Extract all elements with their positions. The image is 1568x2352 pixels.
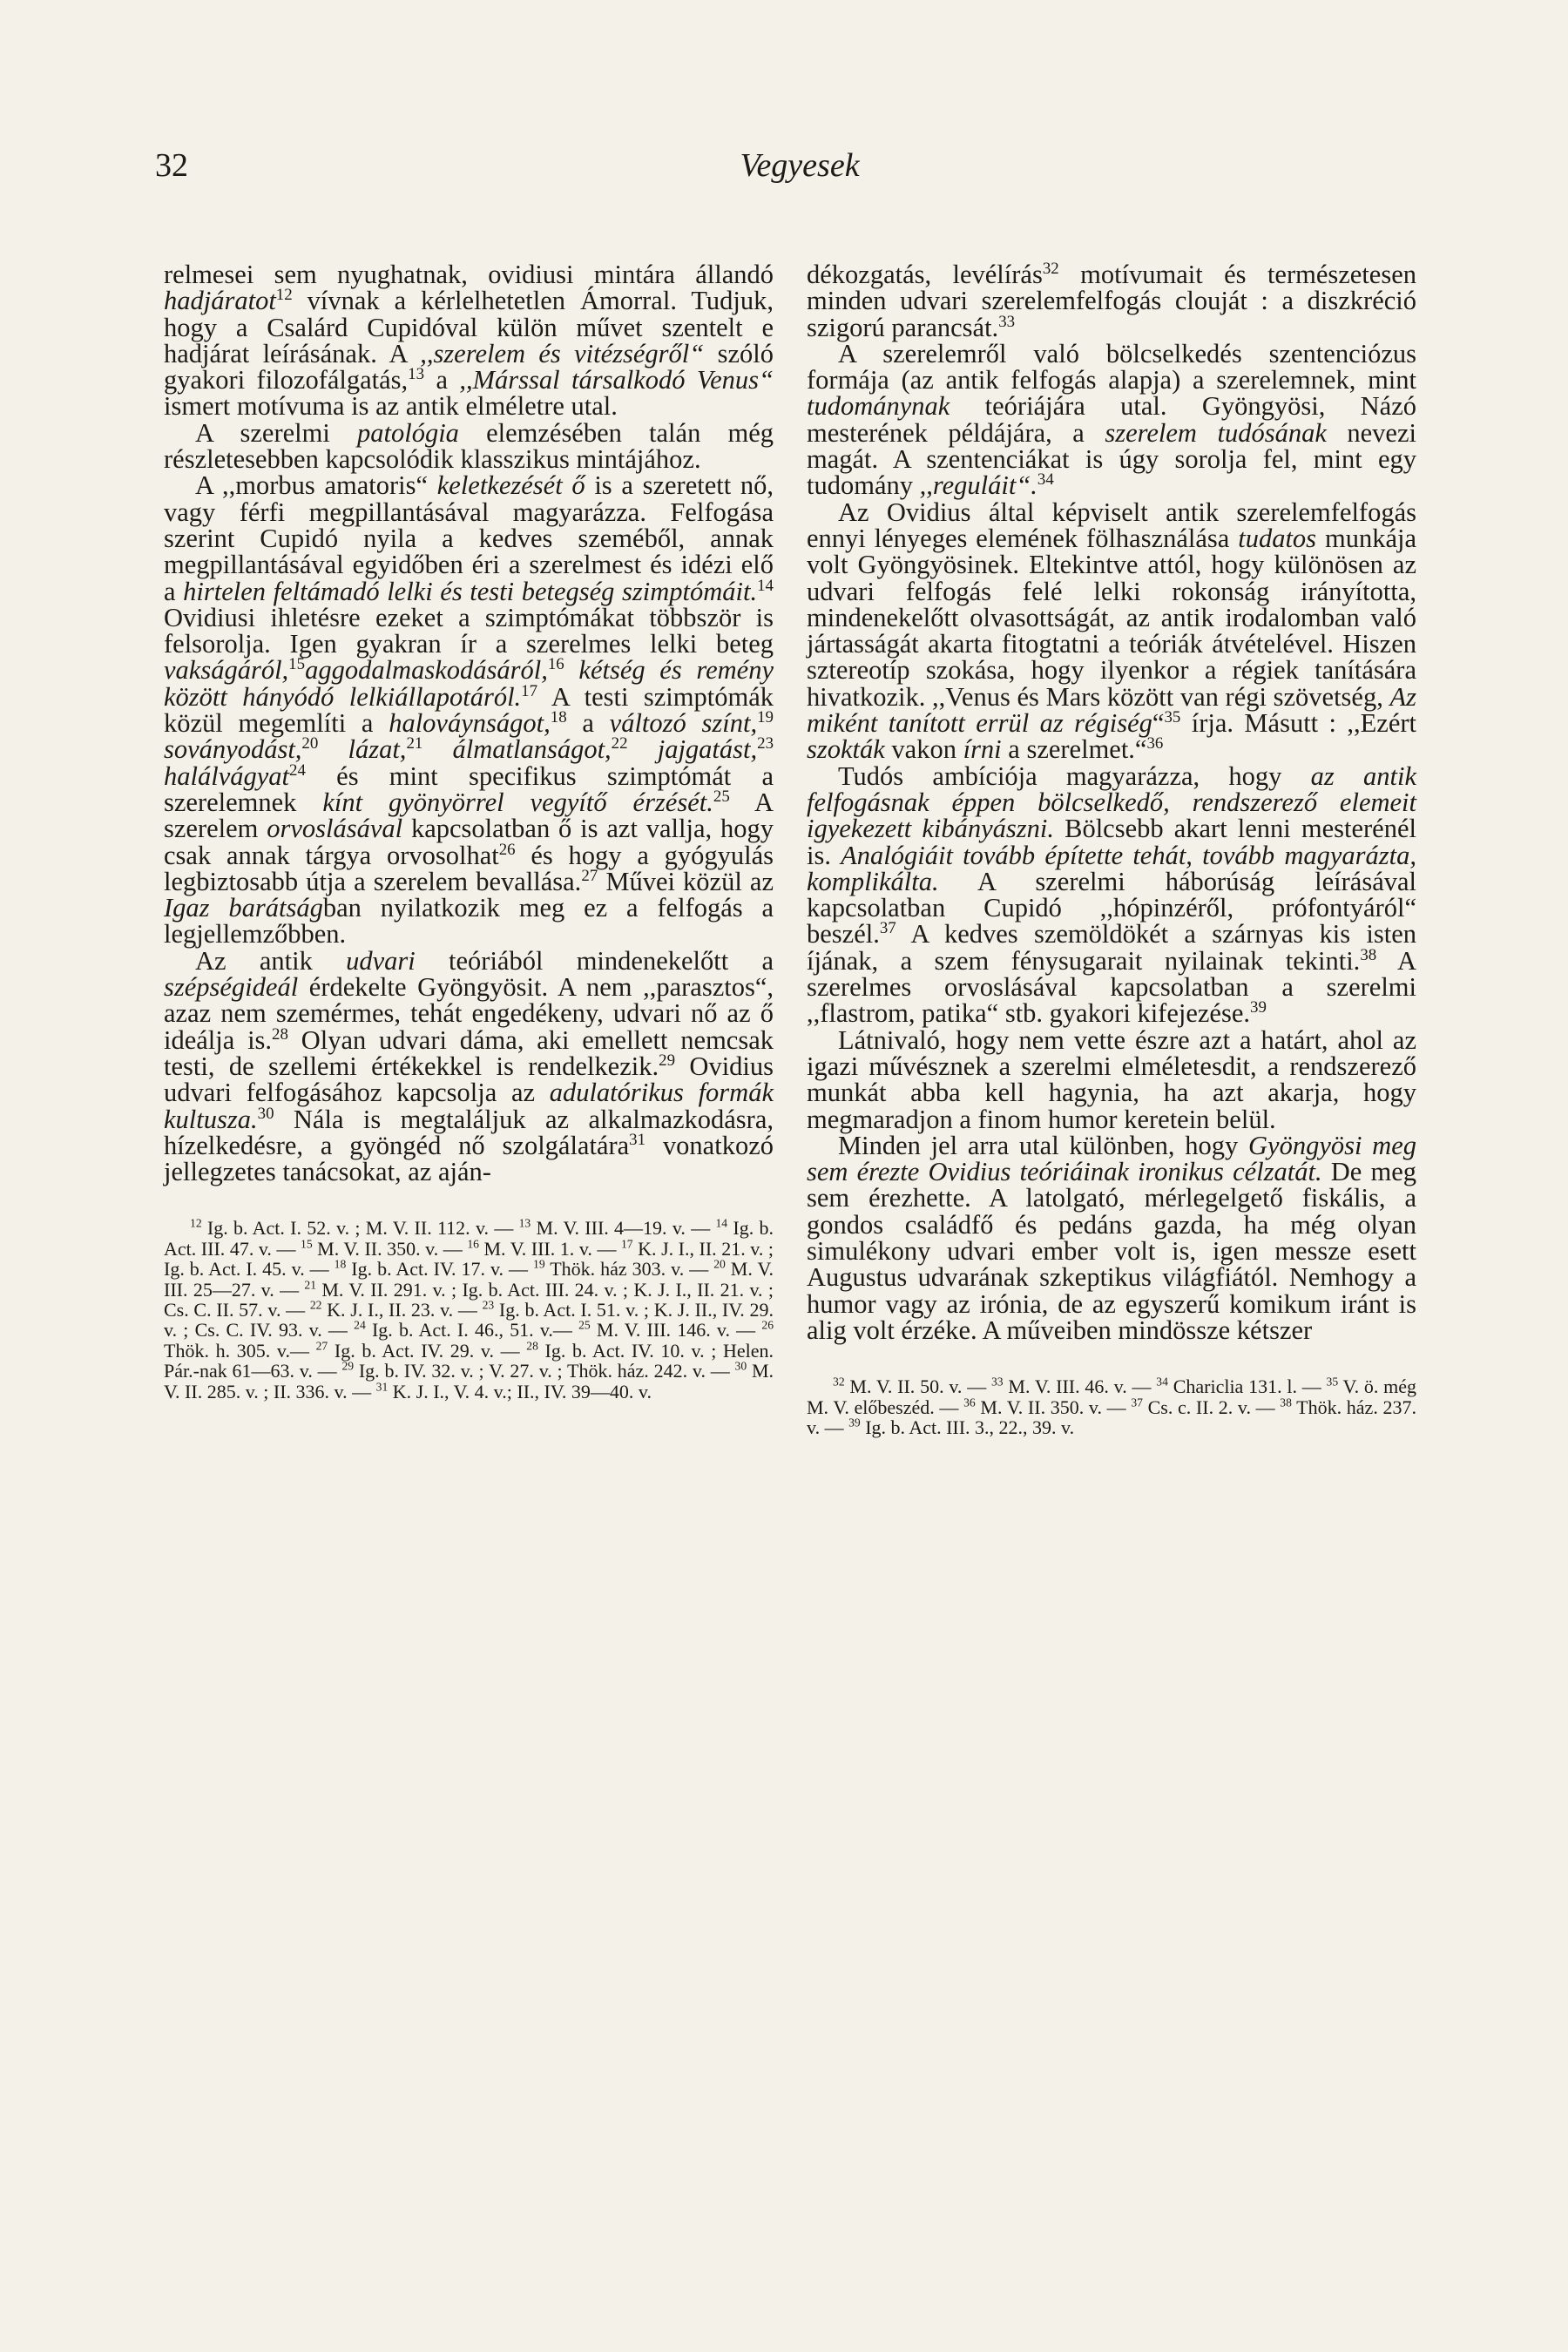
paragraph: Minden jel arra utal különben, hogy Gyöngyösi meg sem érezte Ovidius teóriáinak ironikus célzatát. De meg sem érezhette. A latolgató, mérlegelgető fiskális, a gondos családfő és pedáns gazda, ha még olyan simulékony udvari ember volt is, igen messze esett Augustus udvarának szkeptikus világfiától. Nemhogy a humor vagy az irónia, de az egyszerű komikum iránt is alig volt érzéke. A műveiben mindössze kétszer <box>807 1130 1416 1345</box>
paragraph: Tudós ambíciója magyarázza, hogy az antik felfogásnak éppen bölcselkedő, rendszerező elemeit igyekezett kibányászni. Bölcsebb akart lenni mesterénél is. Analógiáit tovább építette tehát, tovább magyarázta, komplikálta. A szerelmi háborúság leírásával kapcsolatban Cupidó ,,hópinzéről, prófontyáról“ beszél.$^{37}$ A kedves szemöldökét a szárnyas kis isten íjának, a szem fénysugarait nyilainak tekinti.$^{38}$ A szerelmes orvoslásával kapcsolatban a szerelmi ,,flastrom, patika“ stb. gyakori kifejezése.$^{39}$ <box>807 760 1416 1029</box>
running-title: Vegyesek <box>740 147 860 184</box>
footnote-block: $^{32}$ M. V. II. 50. v. — $^{33}$ M. V. III. 46. v. — $^{34}$ Chariclia 131. l. — $^{35}$ V. ö. még M. V. előbeszéd. — $^{36}$ M. V. II. 350. v. — $^{37}$ Cs. c. II. 2. v. — $^{38}$ Thök. ház. 237. v. — $^{39}$ Ig. b. Act. III. 3., 22., 39. v. <box>807 1375 1417 1438</box>
paragraph: Látnivaló, hogy nem vette észre azt a határt, ahol az igazi művésznek a szerelmi elméletesdit, a rendszerező munkát abba kell hagynia, ha azt akarja, hogy megmaradjon a finom humor keretein belül. <box>807 1024 1416 1134</box>
left-column <box>164 261 774 1402</box>
paragraph: relmesei sem nyughatnak, ovidiusi mintára állandó hadjáratot$^{12}$ vívnak a kérlelhetetlen Ámorral. Tudjuk, hogy a Csalárd Cupidóval külön művet szentelt e hadjárat leírásának. A ,,szerelem és vitézségről“ szóló gyakori filozofálgatás,$^{13}$ a ,,Márssal társalkodó Venus“ ismert motívuma is az antik elméletre utal. <box>164 260 774 422</box>
right-footnotes <box>807 1376 1416 1437</box>
paragraph: A szerelemről való bölcselkedés szentenciózus formája (az antik felfogás alapja) a szerelemnek, mint tudománynak teóriájára utal. Gyöngyösi, Názó mesterének példájára, a szerelem tudósának nevezi magát. A szentenciákat is úgy sorolja fel, mint egy tudomány ,,reguláit“.$^{34}$ <box>807 338 1416 501</box>
left-footnotes <box>164 1218 774 1402</box>
footnote-block: $^{12}$ Ig. b. Act. I. 52. v. ; M. V. II. 112. v. — $^{13}$ M. V. III. 4—19. v. — $^{14}$ Ig. b. Act. III. 47. v. — $^{15}$ M. V. II. 350. v. — $^{16}$ M. V. III. 1. v. — $^{17}$ K. J. I., II. 21. v. ; Ig. b. Act. I. 45. v. — $^{18}$ Ig. b. Act. IV. 17. v. — $^{19}$ Thök. ház 303. v. — $^{20}$ M. V. III. 25—27. v. — $^{21}$ M. V. II. 291. v. ; Ig. b. Act. III. 24. v. ; K. J. I., II. 21. v. ; Cs. C. II. 57. v. — $^{22}$ K. J. I., II. 23. v. — $^{23}$ Ig. b. Act. I. 51. v. ; K. J. II., IV. 29. v. ; Cs. C. IV. 93. v. — $^{24}$ Ig. b. Act. I. 46., 51. v.— $^{25}$ M. V. III. 146. v. — $^{26}$ Thök. h. 305. v.— $^{27}$ Ig. b. Act. IV. 29. v. — $^{28}$ Ig. b. Act. IV. 10. v. ; Helen. Pár.-nak 61—63. v. — $^{29}$ Ig. b. IV. 32. v. ; V. 27. v. ; Thök. ház. 242. v. — $^{30}$ M. V. II. 285. v. ; II. 336. v. — $^{31}$ K. J. I., V. 4. v.; II., IV. 39—40. v. <box>164 1217 774 1402</box>
right-column-body <box>807 261 1416 1343</box>
paragraph: A szerelmi patológia elemzésében talán még részletesebben kapcsolódik klasszikus mintájához. <box>164 417 774 475</box>
page-header <box>155 146 1444 190</box>
paragraph: dékozgatás, levélírás$^{32}$ motívumait és természetesen minden udvari szerelemfelfogás clouját : a diszkréció szigorú parancsát.$^{33}$ <box>807 259 1416 342</box>
paragraph: Az Ovidius által képviselt antik szerelemfelfogás ennyi lényeges elemének fölhasználása tudatos munkája volt Gyöngyösinek. Eltekintve attól, hogy különösen az udvari felfogás felé lelki rokonság irányította, mindenekelőtt olvasottságát, az antik irodalomban való jártasságát akarta fitogtatni a teóriák átvételével. Hiszen sztereotíp szokása, hogy ilyenkor a régiek tanítására hivatkozik. ,,Venus és Mars között van régi szövetség, Az miként tanított errül az régiség“$^{35}$ írja. Másutt : ,,Ezért szokták vakon írni a szerelmet.“$^{36}$ <box>807 497 1416 765</box>
page-number: 32 <box>155 147 188 184</box>
paragraph: A ,,morbus amatoris“ keletkezését ő is a szeretett nő, vagy férfi megpillantásával magyarázza. Felfogása szerint Cupidó nyila a kedves szeméből, annak megpillantásával egyidőben éri a szerelmest és idézi elő a hirtelen feltámadó lelki és testi betegség szimptómáit.$^{14}$ Ovidiusi ihletésre ezeket a szimptómákat többször is felsorolja. Igen gyakran ír a szerelmes lelki beteg vakságáról,$^{15}$aggodalmaskodásáról,$^{16}$ kétség és remény között hányódó lelkiállapotáról.$^{17}$ A testi szimptómák közül megemlíti a halováynságot,$^{18}$ a változó színt,$^{19}$ sovánуodást,$^{20}$ lázat,$^{21}$ álmatlanságot,$^{22}$ jajgatást,$^{23}$ halálvágyat$^{24}$ és mint specifikus szimptómát a szerelemnek kínt gyönyörrel vegyítő érzését.$^{25}$ A szerelem orvoslásával kapcsolatban ő is azt vallja, hogy csak annak tárgya orvosolhat$^{26}$ és hogy a gyógyulás legbiztosabb útja a szerelem bevallása.$^{27}$ Művei közül az Igaz barátságban nyilatkozik meg ez a felfogás a legjellemzőbben. <box>164 470 774 950</box>
paragraph: Az antik udvari teóriából mindenekelőtt a szépségideál érdekelte Gyöngyösit. A nem ,,parasztos“, azaz nem szemérmes, tehát engedékeny, udvari nő az ő ideálja is.$^{28}$ Olyan udvari dáma, aki emellett nemcsak testi, de szellemi értékekkel is rendelkezik.$^{29}$ Ovidius udvari felfogásához kapcsolja az adulatórikus formák kultusza.$^{30}$ Nála is megtaláljuk az alkalmazkodásra, hízelkedésre, a gyöngéd nő szolgálatára$^{31}$ vonatkozó jellegzetes tanácsokat, az aján- <box>164 945 774 1187</box>
right-column <box>807 261 1416 1437</box>
left-column-body <box>164 261 774 1185</box>
